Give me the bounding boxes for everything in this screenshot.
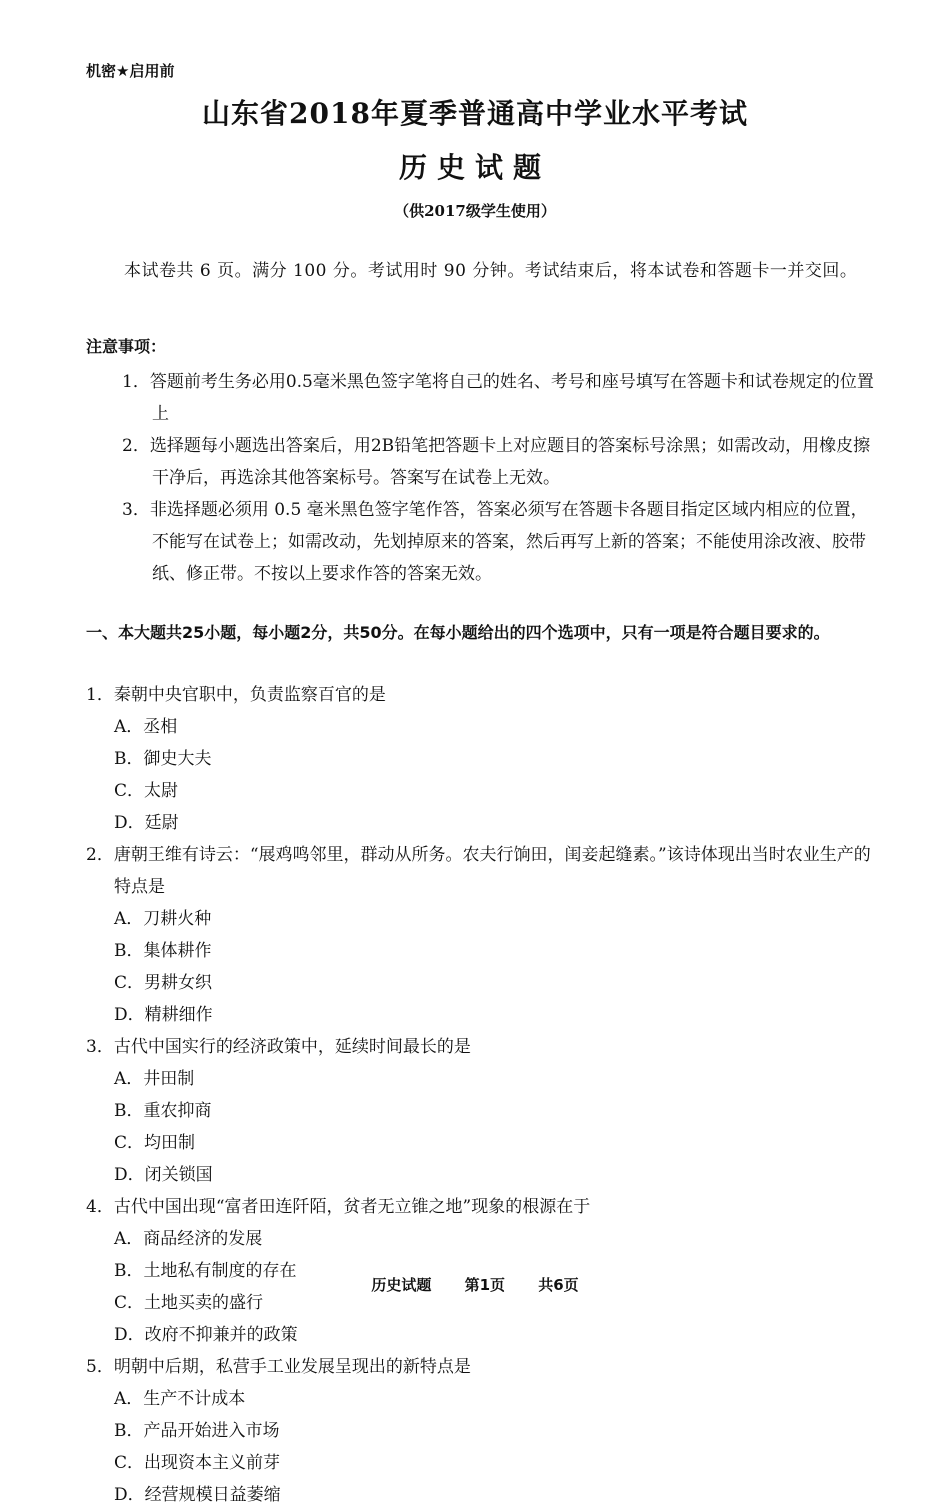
footer-subject: 历史试题 bbox=[371, 1276, 432, 1294]
option-c: C．均田制 bbox=[114, 1133, 196, 1153]
footer-total-pages: 共6页 bbox=[538, 1276, 579, 1294]
option-d: D．改府不抑兼并的政策 bbox=[114, 1325, 298, 1345]
option-d: D．闭关锁国 bbox=[114, 1165, 213, 1185]
option-c: C．太尉 bbox=[114, 781, 179, 801]
option-b: B．土地私有制度的存在 bbox=[114, 1261, 297, 1281]
option-c: C．男耕女织 bbox=[114, 973, 213, 993]
grade-note: （供2017级学生使用） bbox=[394, 202, 556, 220]
question-stem: 4．古代中国出现“富者田连阡陌，贫者无立锥之地”现象的根源在于 bbox=[86, 1197, 591, 1217]
option-group bbox=[86, 903, 876, 1031]
footer-page-number: 第1页 bbox=[464, 1276, 505, 1294]
option-b: B．产品开始进入市场 bbox=[114, 1421, 280, 1441]
option-group bbox=[86, 1063, 876, 1191]
option-a: A．丞相 bbox=[114, 717, 178, 737]
question-stem: 3．古代中国实行的经济政策中，延续时间最长的是 bbox=[86, 1037, 471, 1057]
page-footer bbox=[0, 1274, 950, 1295]
option-b: B．重农抑商 bbox=[114, 1101, 212, 1121]
exam-title: 山东省2018年夏季普通高中学业水平考试 bbox=[202, 97, 748, 130]
question-4 bbox=[86, 1191, 876, 1351]
option-b: B．御史大夫 bbox=[114, 749, 212, 769]
option-a: A．生产不计成本 bbox=[114, 1389, 246, 1409]
notice-item: 1．答题前考生务必用0.5毫米黑色签字笔将自己的姓名、考号和座号填写在答题卡和试卷规定的位置上 bbox=[122, 372, 874, 424]
question-1 bbox=[86, 679, 876, 839]
option-d: D．廷尉 bbox=[114, 813, 179, 833]
question-stem: 2．唐朝王维有诗云：“展鸡鸣邻里，群动从所务。农夫行饷田，闺妾起缝素。”该诗体现出当时农业生产的特点是 bbox=[86, 845, 871, 897]
notice-item: 2．选择题每小题选出答案后，用2B铅笔把答题卡上对应题目的答案标号涂黑；如需改动，用橡皮擦干净后，再选涂其他答案标号。答案写在试卷上无效。 bbox=[122, 436, 871, 488]
option-a: A．商品经济的发展 bbox=[114, 1229, 263, 1249]
question-5 bbox=[86, 1351, 876, 1511]
question-stem: 5．明朝中后期，私营手工业发展呈现出的新特点是 bbox=[86, 1357, 471, 1377]
notice-heading: 注意事项： bbox=[86, 337, 167, 356]
option-d: D．精耕细作 bbox=[114, 1005, 213, 1025]
question-stem: 1．秦朝中央官职中，负责监察百官的是 bbox=[86, 685, 386, 705]
notice-item: 3．非选择题必须用 0.5 毫米黑色签字笔作答，答案必须写在答题卡各题目指定区域内相应的位置，不能写在试卷上；如需改动，先划掉原来的答案，然后再写上新的答案；不能使用涂改液、胶带纸、修正带。不按以上要求作答的答案无效。 bbox=[122, 500, 868, 584]
section-heading: 一、本大题共25小题，每小题2分，共50分。在每小题给出的四个选项中，只有一项是符合题目要求的。 bbox=[86, 623, 830, 642]
question-3 bbox=[86, 1031, 876, 1191]
option-a: A．井田制 bbox=[114, 1069, 195, 1089]
notice-list bbox=[122, 366, 874, 590]
subject-title: 历史试题 bbox=[398, 151, 551, 184]
question-list bbox=[86, 679, 876, 1511]
option-a: A．刀耕火种 bbox=[114, 909, 212, 929]
exam-intro: 本试卷共 6 页。满分 100 分。考试用时 90 分钟。考试结束后，将本试卷和答题卡一并交回。 bbox=[124, 261, 858, 281]
option-group bbox=[86, 1383, 876, 1511]
question-2 bbox=[86, 839, 876, 1031]
option-c: C．土地买卖的盛行 bbox=[114, 1293, 264, 1313]
option-group bbox=[86, 711, 876, 839]
confidential-label: 机密★启用前 bbox=[86, 62, 175, 80]
option-b: B．集体耕作 bbox=[114, 941, 212, 961]
option-d: D．经营规模日益萎缩 bbox=[114, 1485, 281, 1505]
option-c: C．出现资本主义前芽 bbox=[114, 1453, 281, 1473]
